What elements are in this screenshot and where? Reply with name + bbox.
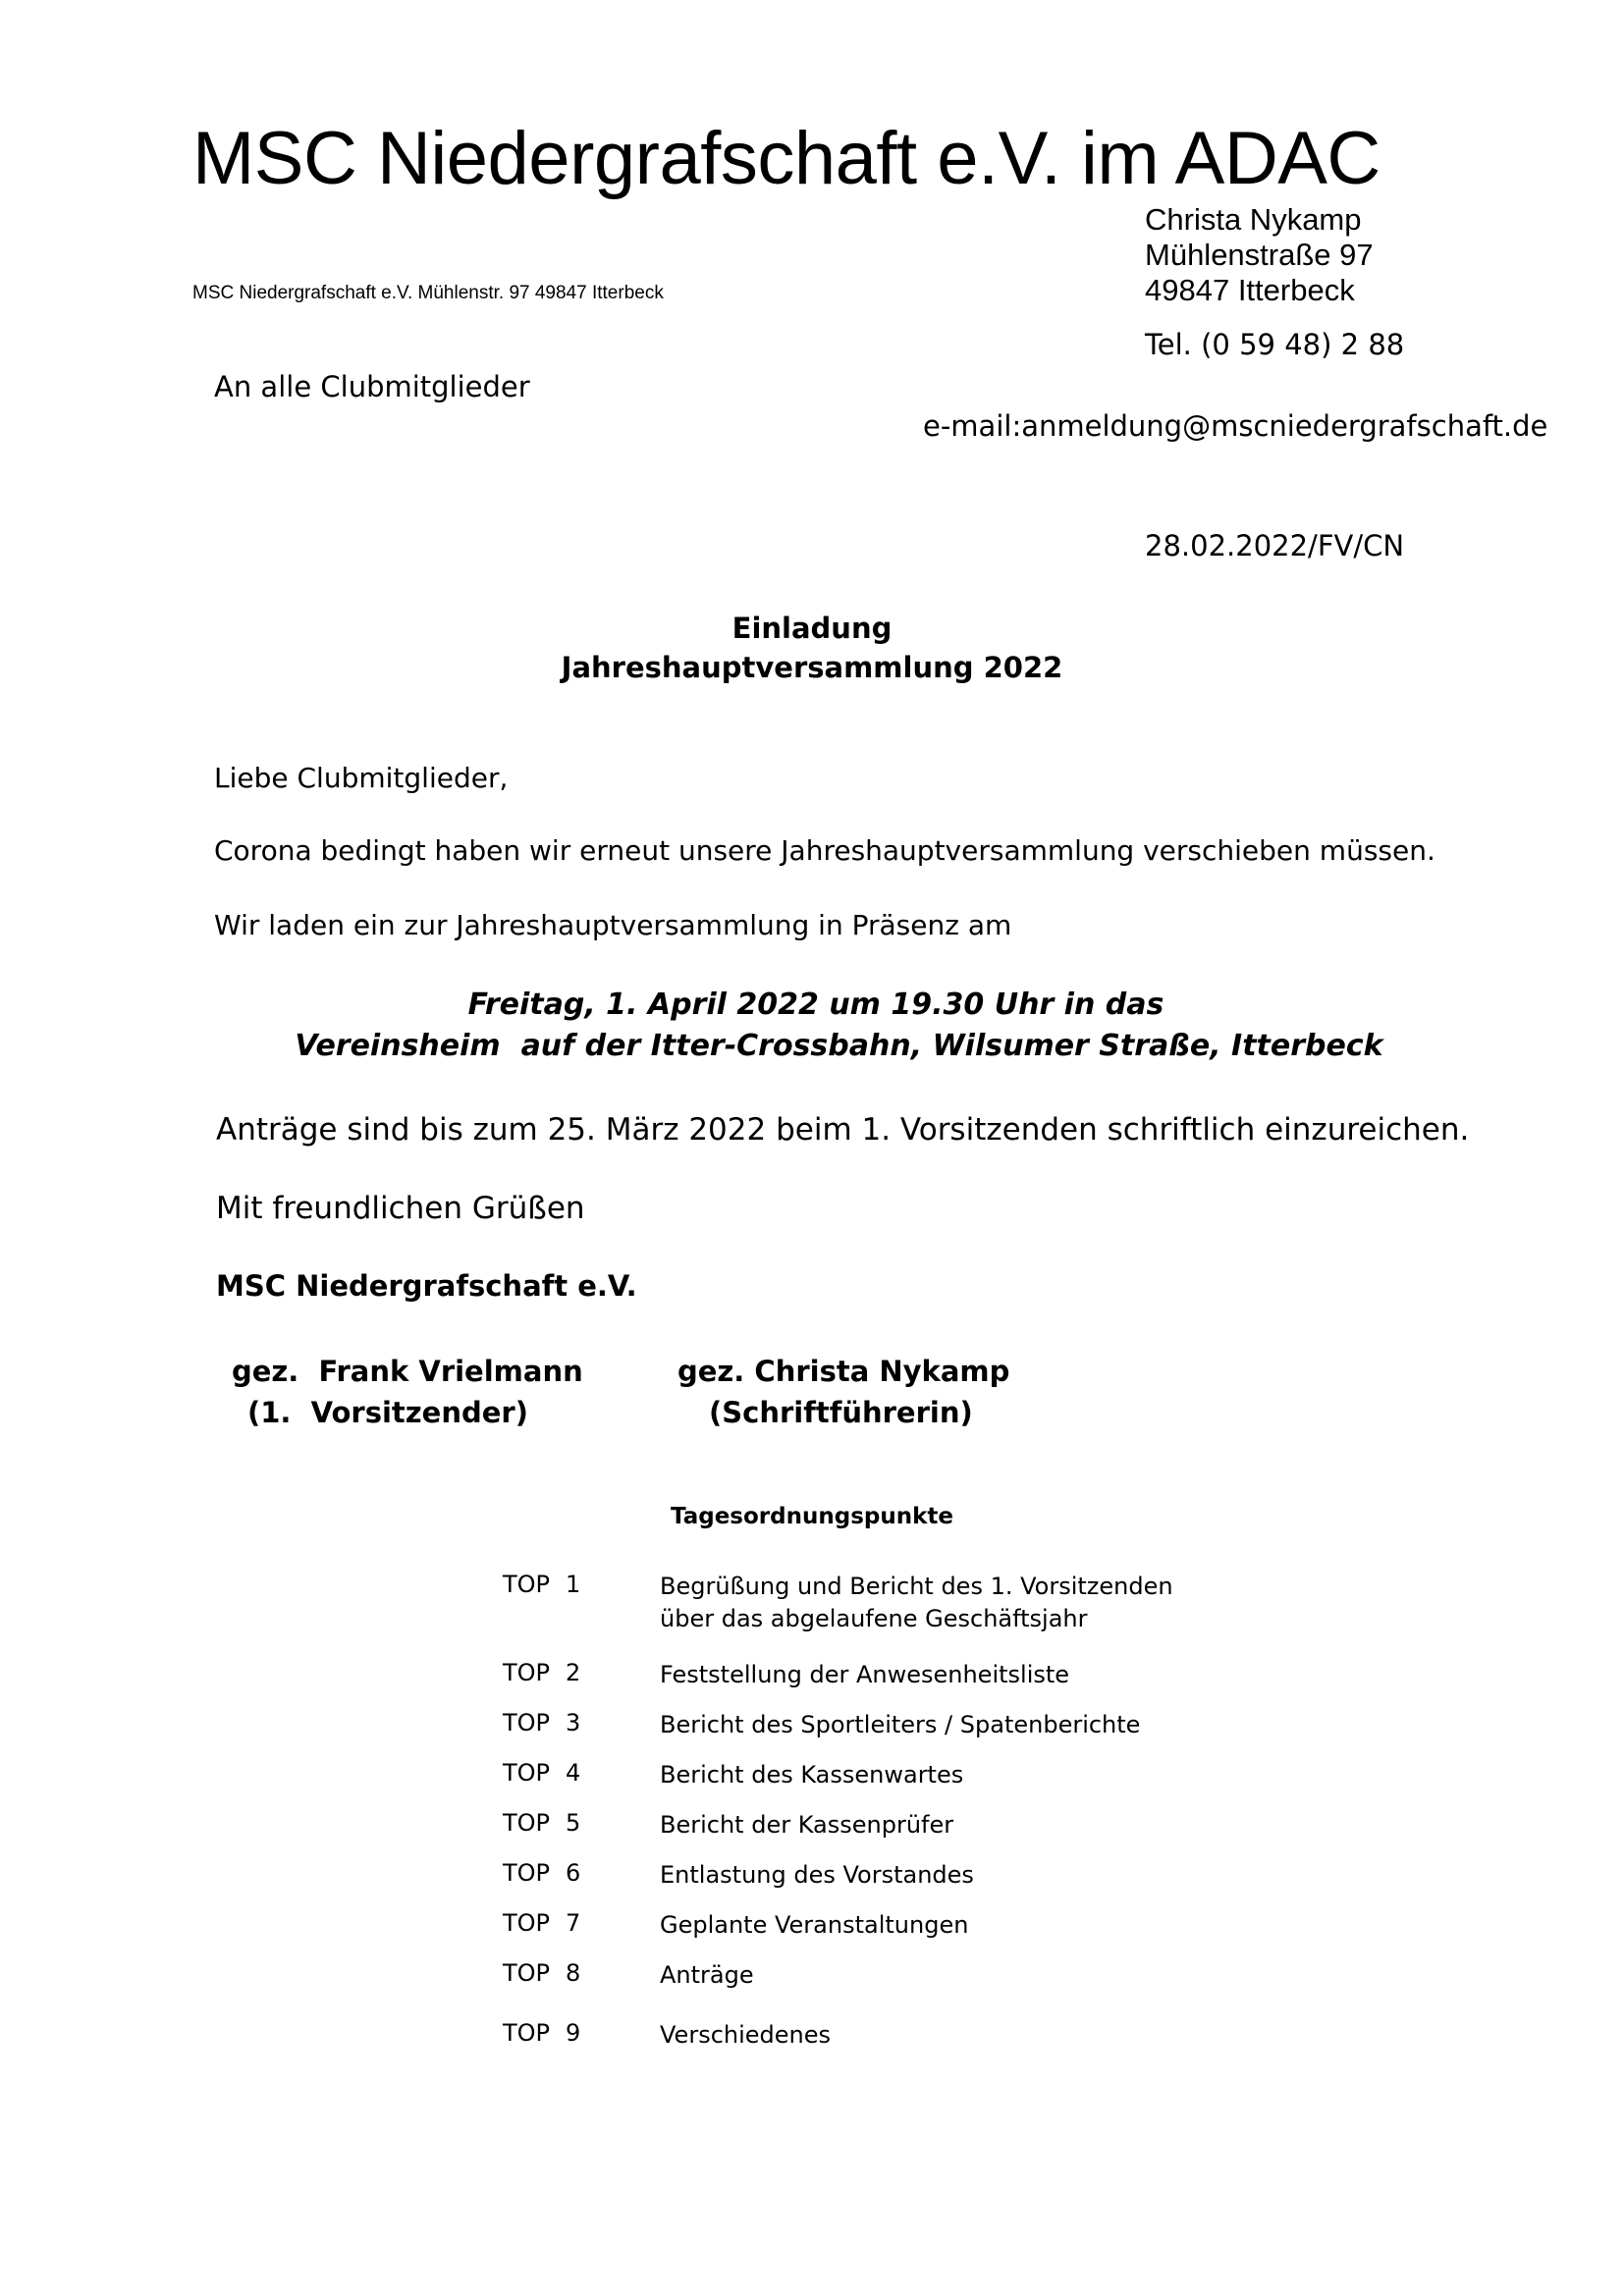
agenda-item-number: 4 [566, 1759, 581, 1787]
agenda-item-number: 5 [566, 1809, 581, 1837]
agenda-item-text-line: Entlastung des Vorstandes [660, 1861, 974, 1889]
agenda-item-text-line: Geplante Veranstaltungen [660, 1911, 969, 1939]
agenda-item-text [660, 1759, 963, 1791]
agenda-item-number: 9 [566, 2019, 581, 2047]
sender-name: Christa Nykamp [1145, 202, 1362, 237]
signature-name: gez. Christa Nykamp [677, 1355, 1010, 1388]
return-address: MSC Niedergrafschaft e.V. Mühlenstr. 97 49847 Itterbeck [192, 283, 664, 303]
agenda-item-text-line: Bericht des Sportleiters / Spatenberichte [660, 1711, 1141, 1738]
agenda-item-text [660, 1909, 968, 1942]
agenda-item-label: TOP [503, 1571, 551, 1598]
agenda-item-label: TOP [503, 1659, 551, 1686]
agenda-item-label: TOP [503, 1759, 551, 1787]
agenda-item-number: 8 [566, 1959, 581, 1987]
agenda-item-number: 3 [566, 1709, 581, 1736]
agenda-item-text [660, 1859, 974, 1892]
agenda-item-text-line: Feststellung der Anwesenheitsliste [660, 1661, 1070, 1688]
agenda-item-number: 7 [566, 1909, 581, 1937]
agenda-item-label: TOP [503, 1909, 551, 1937]
agenda-item-text [660, 1809, 953, 1842]
agenda-item-label: TOP [503, 2019, 551, 2047]
paragraph-invitation: Wir laden ein zur Jahreshauptversammlung in Präsenz am [214, 909, 1012, 941]
agenda-item-label: TOP [503, 1959, 551, 1987]
agenda-item-text-line: Anträge [660, 1961, 754, 1989]
paragraph-postponed: Corona bedingt haben wir erneut unsere Jahreshauptversammlung verschieben müssen. [214, 834, 1435, 867]
agenda-item-text [660, 2019, 831, 2052]
agenda-heading: Tagesordnungspunkte [671, 1504, 953, 1529]
agenda-item-number: 1 [566, 1571, 581, 1598]
agenda-item-label: TOP [503, 1859, 551, 1887]
salutation: Liebe Clubmitglieder, [214, 762, 509, 794]
agenda-item-number: 6 [566, 1859, 581, 1887]
agenda-item-text-line: über das abgelaufene Geschäftsjahr [660, 1605, 1088, 1632]
sender-phone: Tel. (0 59 48) 2 88 [1145, 328, 1405, 361]
agenda-item-text [660, 1659, 1069, 1691]
recipient: An alle Clubmitglieder [214, 370, 530, 403]
agenda-item-text-line: Bericht des Kassenwartes [660, 1761, 964, 1789]
sender-email: e-mail:anmeldung@mscniedergrafschaft.de [923, 409, 1548, 443]
signature-secretary [677, 1351, 1009, 1433]
agenda-item-text [660, 1959, 754, 1992]
signature-role: (1. Vorsitzender) [247, 1396, 528, 1429]
letterhead-title: MSC Niedergrafschaft e.V. im ADAC [192, 117, 1380, 200]
subject [0, 609, 1624, 687]
agenda-item-text-line: Verschiedenes [660, 2021, 832, 2049]
meeting-details [0, 985, 1624, 1067]
meeting-location: Vereinsheim auf der Itter-Crossbahn, Wilsumer Straße, Itterbeck [295, 1029, 1383, 1063]
subject-line-1: Einladung [731, 612, 893, 645]
subject-line-2: Jahreshauptversammlung 2022 [561, 651, 1063, 684]
sender-street: Mühlenstraße 97 [1145, 238, 1374, 272]
signature-role: (Schriftführerin) [709, 1396, 973, 1429]
motions-notice: Anträge sind bis zum 25. März 2022 beim 1. Vorsitzenden schriftlich einzureichen. [216, 1112, 1470, 1148]
signature-chairman [232, 1351, 583, 1433]
club-signature: MSC Niedergrafschaft e.V. [216, 1269, 637, 1303]
agenda-item-label: TOP [503, 1809, 551, 1837]
closing-greeting: Mit freundlichen Grüßen [216, 1191, 585, 1226]
meeting-date-time: Freitag, 1. April 2022 um 19.30 Uhr in das [467, 988, 1164, 1022]
sender-city: 49847 Itterbeck [1145, 273, 1355, 307]
signature-name: gez. Frank Vrielmann [232, 1355, 583, 1388]
agenda-item-label: TOP [503, 1709, 551, 1736]
agenda-item-text-line: Begrüßung und Bericht des 1. Vorsitzenden [660, 1573, 1173, 1600]
agenda-item-text-line: Bericht der Kassenprüfer [660, 1811, 954, 1839]
agenda-item-number: 2 [566, 1659, 581, 1686]
agenda-item-text [660, 1709, 1140, 1741]
agenda-item-text [660, 1571, 1173, 1635]
date-reference: 28.02.2022/FV/CN [1145, 529, 1405, 562]
sender-address [1145, 202, 1374, 308]
